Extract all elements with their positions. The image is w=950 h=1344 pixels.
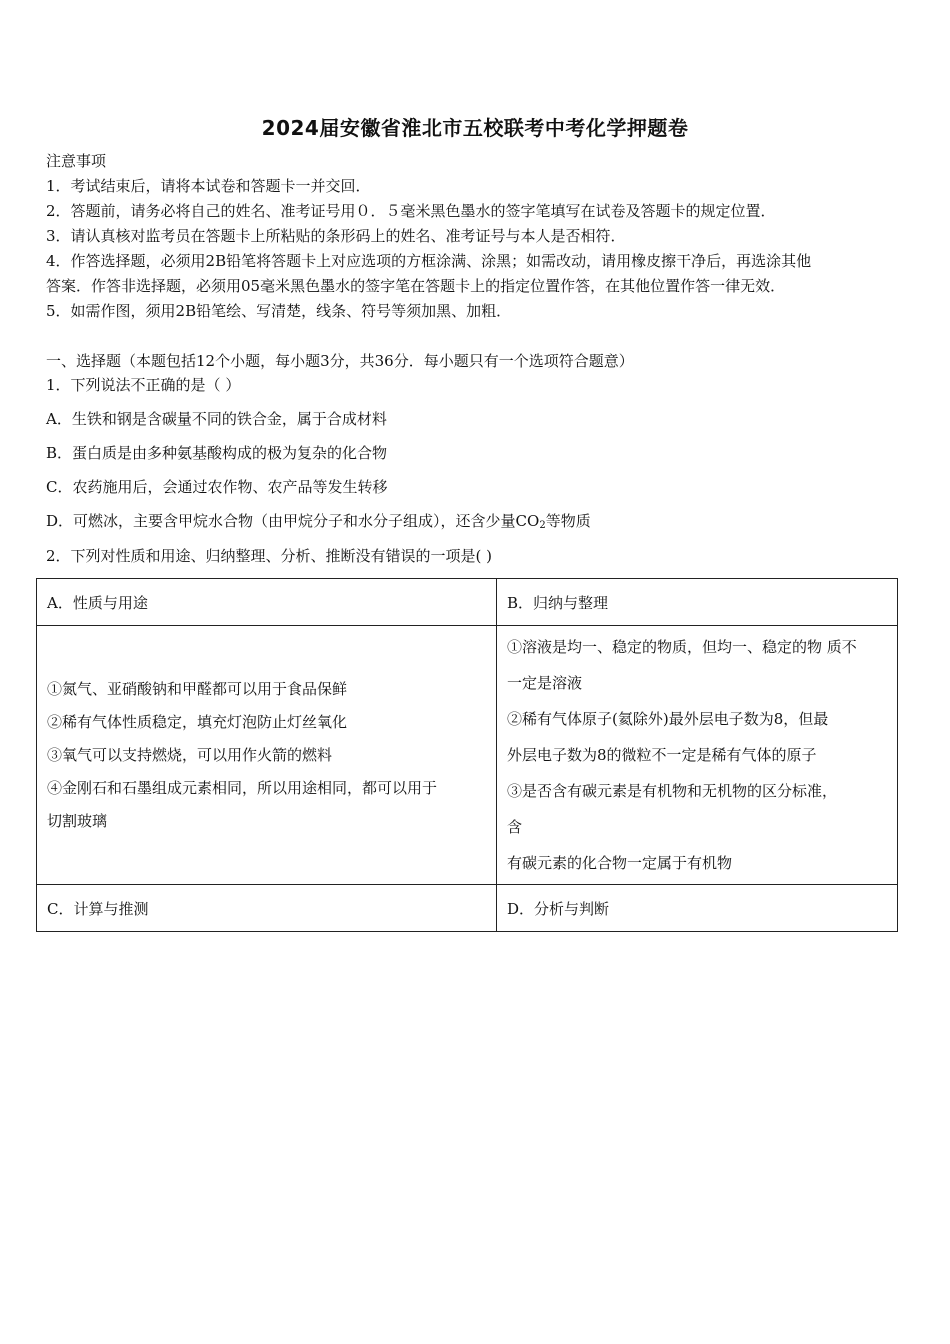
question-1-option-b: B．蛋白质是由多种氨基酸构成的极为复杂的化合物 (46, 444, 388, 462)
cell-d-header (497, 885, 898, 932)
cell-b-content (497, 626, 898, 885)
option-b-header: B．归纳与整理 (507, 593, 609, 612)
notice-item: 4．作答选择题，必须用2B铅笔将答题卡上对应选项的方框涂满、涂黑；如需改动，请用橡皮擦干净后，再选涂其他 (46, 252, 812, 270)
question-2-stem: 2．下列对性质和用途、归纳整理、分析、推断没有错误的一项是( ) (46, 547, 493, 565)
option-d-text: D．可燃冰，主要含甲烷水合物（由甲烷分子和水分子组成），还含少量 (46, 512, 516, 530)
page-title: 2024届安徽省淮北市五校联考中考化学押题卷 (261, 116, 689, 140)
notice-item: 5．如需作图，须用2B铅笔绘、写清楚，线条、符号等须加黑、加粗． (46, 302, 512, 320)
notice-item: 1．考试结束后，请将本试卷和答题卡一并交回． (46, 177, 371, 195)
option-a-line: ④金刚石和石墨组成元素相同，所以用途相同，都可以用于 (47, 778, 438, 797)
option-b-line: 外层电子数为8的微粒不一定是稀有气体的原子 (507, 746, 817, 764)
option-b-line: ②稀有气体原子(氦除外)最外层电子数为8，但最 (507, 710, 829, 728)
question-1-option-d (46, 510, 591, 537)
notice-item: 2．答题前，请务必将自己的姓名、准考证号用０．５毫米黑色墨水的签字笔填写在试卷及答题卡的规定位置． (46, 202, 776, 220)
question-1-stem: 1．下列说法不正确的是（ ） (46, 376, 241, 394)
section-heading: 一、选择题（本题包括12个小题，每小题3分，共36分．每小题只有一个选项符合题意） (46, 352, 634, 370)
notice-heading: 注意事项 (46, 152, 107, 170)
option-d-header: D．分析与判断 (507, 899, 610, 918)
option-b-line: 含 (507, 818, 523, 836)
co2-formula: CO (515, 512, 540, 530)
question-1-option-c: C．农药施用后，会通过农作物、农产品等发生转移 (46, 478, 388, 496)
notice-item: 3．请认真核对监考员在答题卡上所粘贴的条形码上的姓名、准考证号与本人是否相符． (46, 227, 626, 245)
option-d-suffix: 等物质 (545, 512, 591, 530)
cell-c-header (37, 885, 497, 932)
option-b-line: ①溶液是均一、稳定的物质，但均一、稳定的物 质不 (507, 638, 857, 656)
question-2-table (36, 578, 898, 932)
option-a-line: ①氮气、亚硝酸钠和甲醛都可以用于食品保鲜 (47, 679, 348, 698)
option-b-line: 一定是溶液 (507, 674, 583, 692)
option-a-line: ②稀有气体性质稳定，填充灯泡防止灯丝氧化 (47, 712, 348, 731)
question-1-option-a: A．生铁和钢是含碳量不同的铁合金，属于合成材料 (46, 410, 387, 428)
cell-a-content (37, 626, 497, 885)
cell-b-header (497, 579, 898, 626)
option-c-header: C．计算与推测 (47, 899, 149, 918)
notice-item: 答案．作答非选择题，必须用05毫米黑色墨水的签字笔在答题卡上的指定位置作答，在其他位置作答一律无效． (46, 277, 786, 295)
option-b-line: ③是否含有碳元素是有机物和无机物的区分标准， (507, 782, 838, 800)
cell-a-header (37, 579, 497, 626)
option-b-line: 有碳元素的化合物一定属于有机物 (507, 854, 733, 872)
option-a-header: A．性质与用途 (47, 593, 148, 612)
co2-subscript: 2 (539, 520, 546, 531)
option-a-line: 切割玻璃 (47, 811, 108, 830)
option-a-line: ③氧气可以支持燃烧，可以用作火箭的燃料 (47, 745, 333, 764)
